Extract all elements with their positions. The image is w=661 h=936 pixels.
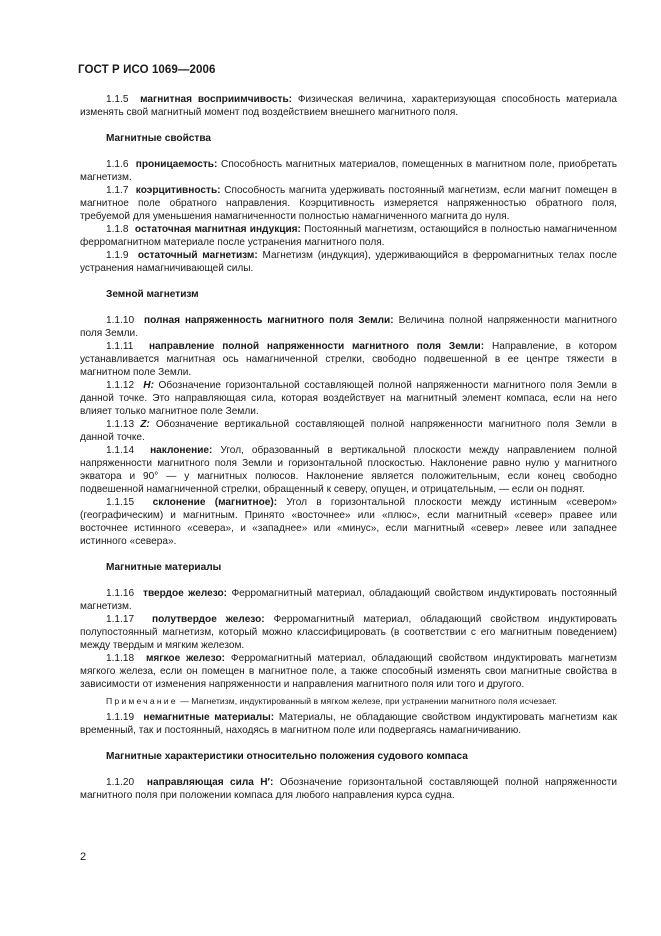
clause-text: Ферромагнитный материал, обладающий свойством индуктировать магнетизм мягкого железа, если он помещен в магнитное поле, а также способный изменять свои магнитные свойства в зависимости от изменения напряженности и направления магнитного поля или того и другого. bbox=[80, 653, 617, 690]
clause-text: Направление, в котором устанавливается магнитная ось намагниченной стрелки, свободно подвешенной в ее центре тяжести в магнитном поле Земли. bbox=[80, 341, 617, 378]
clause-text: Способность магнита удерживать постоянный магнетизм, если магнит помещен в магнитное поле обратного направления. Коэрцитивность измеряется напряженностью обратного поля, требуемой для уменьшения намагниченности полностью намагниченного магнита до нуля. bbox=[80, 185, 617, 222]
clause-text: Ферромагнитный материал, обладающий свойством индуктировать постоянный магнетизм. bbox=[80, 588, 618, 612]
clause-text: Физическая величина, характеризующая способность материала изменять свой магнитный момент под воздействием внешнего магнитного поля. bbox=[80, 94, 618, 118]
clause-number: 1.1.18 bbox=[106, 653, 135, 664]
clause-term: коэрцитивность: bbox=[135, 185, 221, 196]
clause-term: проницаемость: bbox=[135, 159, 218, 170]
document-body bbox=[80, 93, 617, 802]
clause-1-1-9 bbox=[80, 249, 617, 275]
clause-number: 1.1.15 bbox=[106, 497, 135, 508]
clause-text: Постоянный магнетизм, остающийся в полностью намагниченном ферромагнитном материале после устранения магнитного поля. bbox=[80, 224, 617, 248]
clause-term: остаточный магнетизм: bbox=[137, 250, 258, 261]
clause-1-1-5 bbox=[80, 93, 617, 119]
clause-number: 1.1.6 bbox=[106, 159, 129, 170]
clause-1-1-13 bbox=[80, 418, 617, 444]
clause-text: Угол, образованный в вертикальной плоскости между направлением полной напряженности магнитного поля Земли и горизонтальной плоскостью. Наклонение равно нулю у магнитного экватора и 90° — у магнитных полюсов. Наклонение является положительным, если конец свободно подвешенной намагниченной стрелки, обращенный к северу, опущен, и отрицательным, — если он поднят. bbox=[80, 445, 618, 495]
clause-number: 1.1.7 bbox=[106, 185, 129, 196]
clause-1-1-20 bbox=[80, 776, 617, 802]
clause-number: 1.1.13 bbox=[106, 419, 135, 430]
clause-term: Z: bbox=[140, 419, 150, 430]
clause-number: 1.1.16 bbox=[106, 588, 135, 599]
clause-text: Обозначение горизонтальной составляющей полной напряженности магнитного поля при положении компаса для любого направления курса судна. bbox=[80, 777, 617, 801]
clause-1-1-19 bbox=[80, 711, 617, 737]
clause-number: 1.1.5 bbox=[106, 94, 129, 105]
section-heading-magnetic-properties: Магнитные свойства bbox=[106, 133, 212, 144]
clause-text: Обозначение вертикальной составляющей полной напряженности магнитного поля Земли в данной точке. bbox=[80, 419, 617, 443]
clause-text: Угол в горизонтальной плоскости между истинным «севером» (географическим) и магнитным. Принято «восточнее» или «плюс», если магнитный «север» правее или восточнее истинного «севера», и «западнее» или «минус», если магнитный «север» левее или западнее истинного «севера». bbox=[80, 497, 617, 547]
clause-1-1-18 bbox=[80, 652, 617, 691]
clause-1-1-17 bbox=[80, 613, 617, 652]
clause-term: магнитная восприимчивость: bbox=[140, 94, 293, 105]
clause-1-1-12 bbox=[80, 379, 617, 418]
clause-text: Ферромагнитный материал, обладающий свойством индуктировать полупостоянный магнетизм, который можно классифицировать (в соответствии с его магнитным поведением) между твердым и мягким железом. bbox=[80, 614, 617, 651]
clause-term: остаточная магнитная индукция: bbox=[134, 224, 301, 235]
clause-number: 1.1.9 bbox=[106, 250, 129, 261]
clause-number: 1.1.10 bbox=[106, 315, 135, 326]
clause-1-1-7 bbox=[80, 184, 617, 223]
clause-text: Материалы, не обладающие свойством индуктировать магнетизм как временный, так и постоянный, находясь в магнитном поле или подвергаясь намагничиванию. bbox=[80, 712, 618, 736]
clause-term: склонение (магнитное): bbox=[152, 497, 278, 508]
clause-number: 1.1.14 bbox=[106, 445, 135, 456]
section-heading-compass-characteristics: Магнитные характеристики относительно положения судового компаса bbox=[106, 751, 468, 762]
clause-text: Обозначение горизонтальной составляющей полной напряженности магнитного поля Земли в данной точке. Это направляющая сила, которая воздействует на магнитный элемент компаса, если на него влияет только магнитное поле Земли. bbox=[80, 380, 618, 417]
section-heading-earth-magnetism: Земной магнетизм bbox=[106, 289, 199, 300]
clause-number: 1.1.8 bbox=[106, 224, 129, 235]
clause-text: Магнетизм (индукция), удерживающийся в ферромагнитных телах после устранения намагничивающей силы. bbox=[80, 250, 617, 274]
clause-1-1-6 bbox=[80, 158, 617, 184]
clause-1-1-16 bbox=[80, 587, 617, 613]
document-header: ГОСТ Р ИСО 1069—2006 bbox=[78, 64, 216, 76]
clause-text: Способность магнитных материалов, помещенных в магнитном поле, приобретать магнетизм. bbox=[80, 159, 617, 183]
clause-number: 1.1.19 bbox=[106, 712, 135, 723]
clause-term: полная напряженность магнитного поля Земли: bbox=[143, 315, 394, 326]
clause-1-1-15 bbox=[80, 496, 617, 548]
clause-term: H: bbox=[143, 380, 154, 391]
clause-1-1-8 bbox=[80, 223, 617, 249]
clause-1-1-11 bbox=[80, 340, 617, 379]
clause-number: 1.1.17 bbox=[106, 614, 135, 625]
section-heading-magnetic-materials: Магнитные материалы bbox=[106, 562, 222, 573]
clause-term: наклонение: bbox=[150, 445, 213, 456]
clause-term: полутвердое железо: bbox=[152, 614, 265, 625]
note bbox=[80, 695, 617, 707]
note-text: — Магнетизм, индуктированный в мягком железе, при устранении магнитного поля исчезает. bbox=[180, 696, 557, 706]
clause-term: направляющая сила H′: bbox=[146, 777, 274, 788]
note-label: Примечание bbox=[106, 696, 178, 706]
clause-number: 1.1.12 bbox=[106, 380, 135, 391]
page-number: 2 bbox=[80, 851, 87, 863]
clause-number: 1.1.20 bbox=[106, 777, 135, 788]
clause-text: Величина полной напряженности магнитного поля Земли. bbox=[80, 315, 618, 339]
clause-term: твердое железо: bbox=[143, 588, 228, 599]
clause-term: мягкое железо: bbox=[145, 653, 225, 664]
clause-1-1-14 bbox=[80, 444, 617, 496]
clause-1-1-10 bbox=[80, 314, 617, 340]
clause-term: немагнитные материалы: bbox=[143, 712, 275, 723]
clause-number: 1.1.11 bbox=[106, 341, 134, 352]
clause-term: направление полной напряженности магнитного поля Земли: bbox=[148, 341, 485, 352]
